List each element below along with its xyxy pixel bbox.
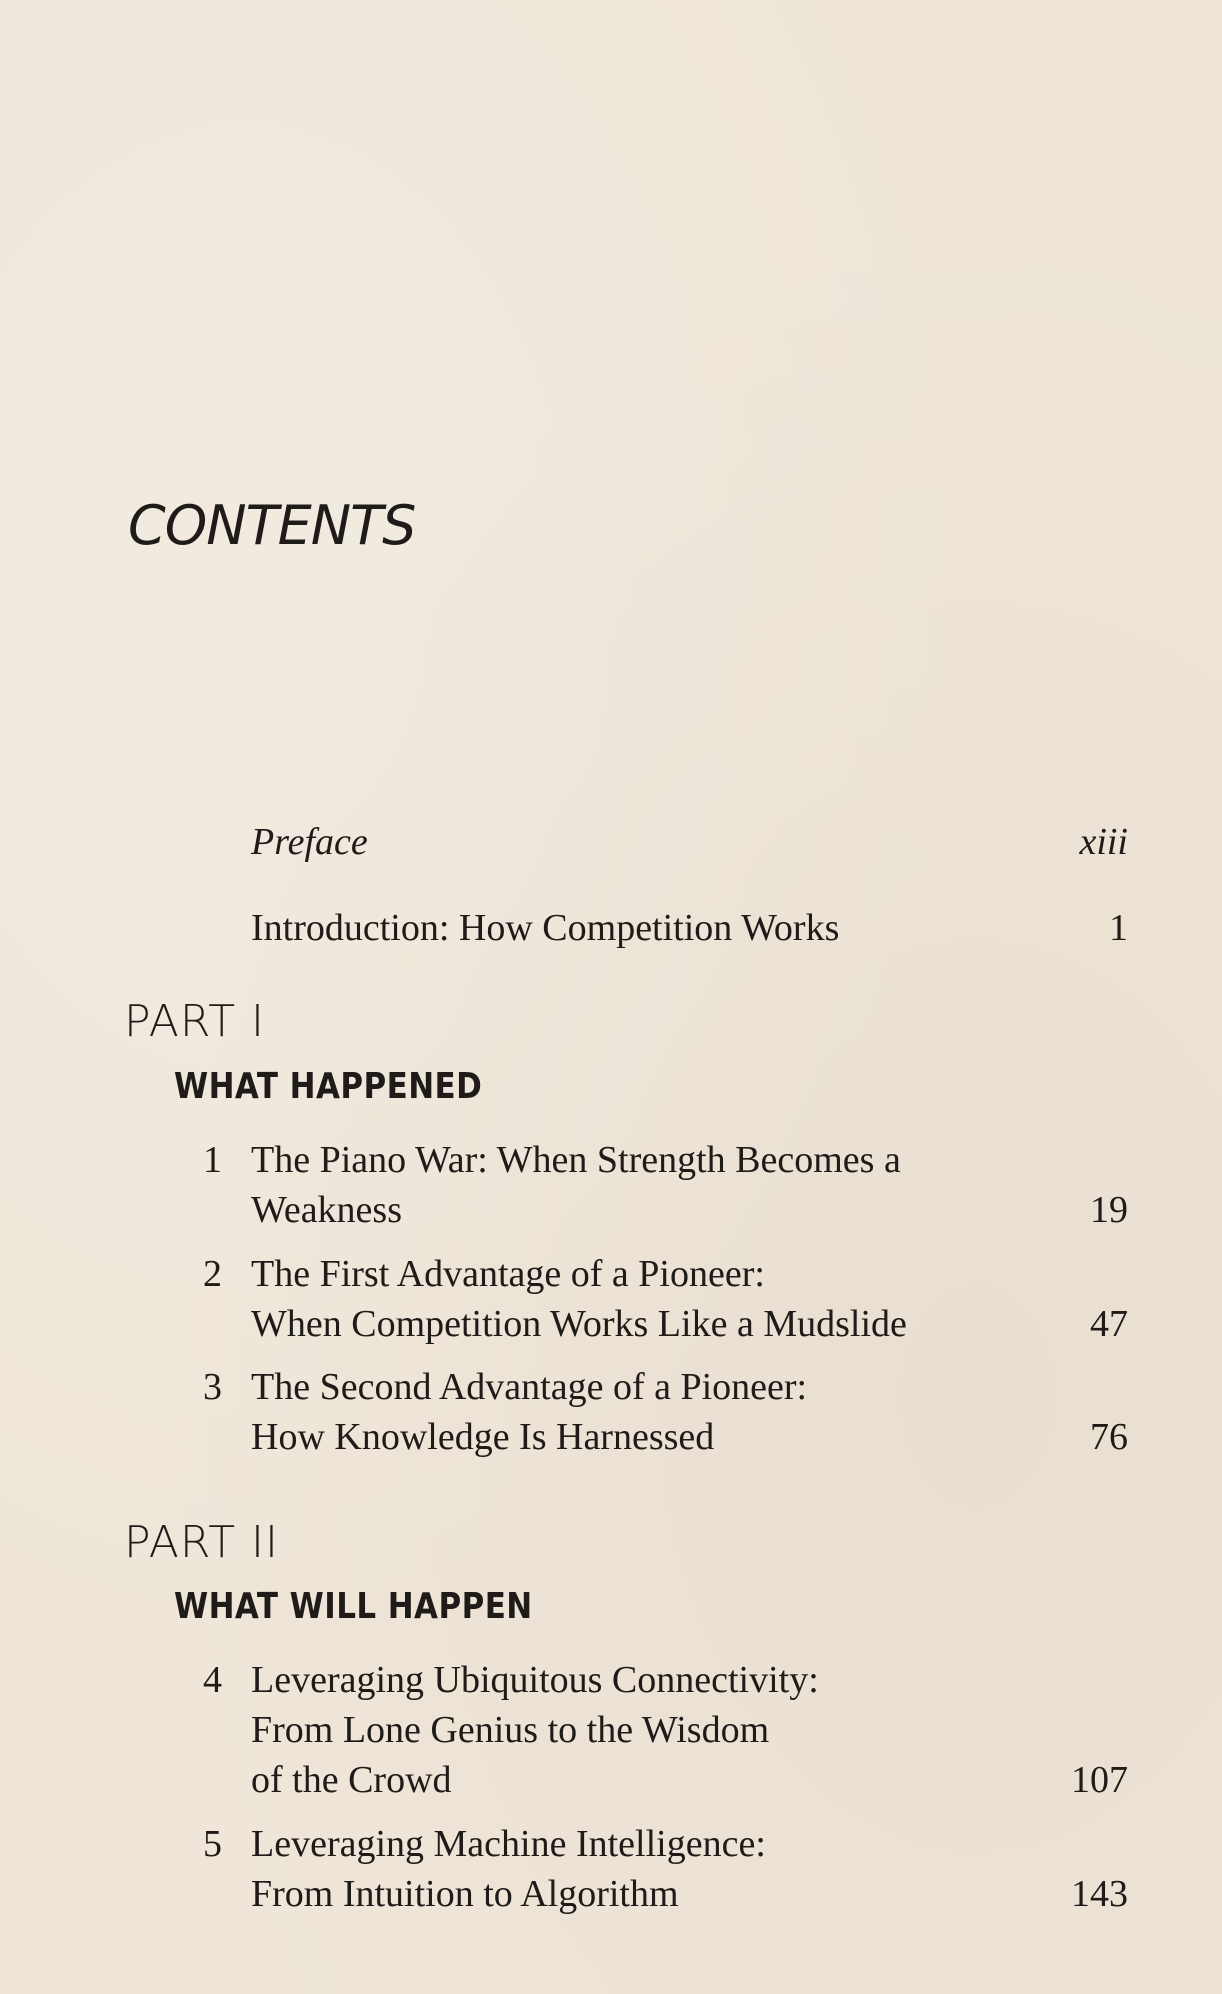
toc-entry-title: Leveraging Ubiquitous Connectivity: From Lone Genius to the Wisdom of the Crowd: [251, 1659, 819, 1801]
toc-entry-page: 107: [1071, 1759, 1128, 1801]
toc-entry-title: Preface: [251, 821, 368, 863]
part-title: WHAT HAPPENED: [174, 1066, 483, 1107]
toc-entry-page: 19: [1090, 1189, 1128, 1231]
chapter-number: 1: [203, 1139, 222, 1181]
part-label: PART I: [124, 996, 266, 1047]
toc-entry-chapter-1: [196, 1135, 1128, 1235]
toc-entry-page: 47: [1090, 1303, 1128, 1345]
toc-entry-chapter-2: [196, 1249, 1128, 1349]
toc-entry-page: 1: [1109, 907, 1128, 949]
part-title: WHAT WILL HAPPEN: [174, 1586, 533, 1627]
toc-entry-chapter-3: [196, 1362, 1128, 1462]
chapter-number: 5: [203, 1823, 222, 1865]
toc-entry-preface: [196, 817, 1128, 867]
chapter-number: 4: [203, 1659, 222, 1701]
toc-entry-title: The Piano War: When Strength Becomes a Weakness: [251, 1139, 901, 1231]
part-label: PART II: [124, 1517, 280, 1568]
chapter-number: 3: [203, 1366, 222, 1408]
toc-entry-chapter-4: [196, 1655, 1128, 1805]
contents-heading: CONTENTS: [128, 494, 416, 557]
toc-entry-introduction: [196, 903, 1128, 953]
toc-entry-title: Introduction: How Competition Works: [251, 907, 840, 949]
toc-entry-title: The First Advantage of a Pioneer: When Competition Works Like a Mudslide: [251, 1253, 907, 1345]
toc-entry-chapter-5: [196, 1819, 1128, 1919]
toc-entry-page: 143: [1071, 1873, 1128, 1915]
toc-entry-title: The Second Advantage of a Pioneer: How Knowledge Is Harnessed: [251, 1366, 808, 1458]
toc-entry-title: Leveraging Machine Intelligence: From Intuition to Algorithm: [251, 1823, 766, 1915]
toc-entry-page: xiii: [1079, 821, 1128, 863]
chapter-number: 2: [203, 1253, 222, 1295]
toc-entry-page: 76: [1090, 1416, 1128, 1458]
